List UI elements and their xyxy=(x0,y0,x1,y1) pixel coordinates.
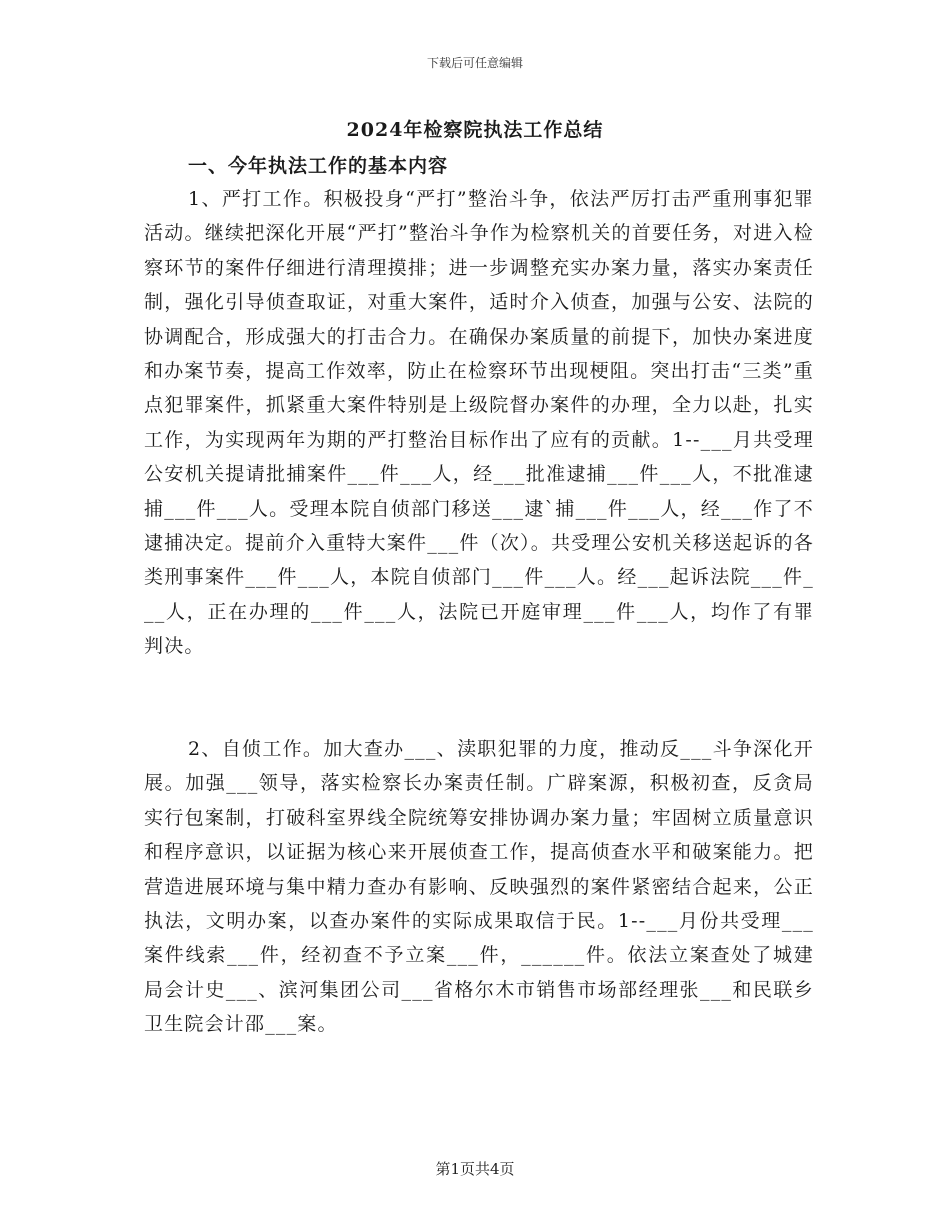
document-title: 2024年检察院执法工作总结 xyxy=(346,119,604,141)
header-note: 下载后可任意编辑 xyxy=(426,56,523,70)
paragraph-self-investigation: 2、自侦工作。加大查办___、渎职犯罪的力度，推动反___斗争深化开展。加强___领导，落实检察长办案责任制。广辟案源，积极初查，反贪局实行包案制，打破科室界线全院统筹安排协调办案力量；牢固树立质量意识和程序意识，以证据为核心来开展侦查工作，提高侦查水平和破案能力。把营造进展环境与集中精力查办有影响、反映强烈的案件紧密结合起来，公正执法，文明办案，以查办案件的实际成果取信于民。1--___月份共受理___案件线索___件，经初查不予立案___件，______件。依法立案查处了城建局会计史___、滨河集团公司___省格尔木市销售市场部经理张___和民联乡卫生院会计邵___案。 xyxy=(144,738,814,1036)
section-heading: 一、今年执法工作的基本内容 xyxy=(188,155,449,177)
paragraph-strike-hard: 1、严打工作。积极投身“严打”整治斗争，依法严厉打击严重刑事犯罪活动。继续把深化开展“严打”整治斗争作为检察机关的首要任务，对进入检察环节的案件仔细进行清理摸排；进一步调整充实办案力量，落实办案责任制，强化引导侦查取证，对重大案件，适时介入侦查，加强与公安、法院的协调配合，形成强大的打击合力。在确保办案质量的前提下，加快办案进度和办案节奏，提高工作效率，防止在检察环节出现梗阻。突出打击“三类”重点犯罪案件，抓紧重大案件特别是上级院督办案件的办理，全力以赴，扎实工作，为实现两年为期的严打整治目标作出了应有的贡献。1--___月共受理公安机关提请批捕案件___件___人，经___批准逮捕___件___人，不批准逮捕___件___人。受理本院自侦部门移送___逮`捕___件___人，经___作了不逮捕决定。提前介入重特大案件___件（次）。共受理公安机关移送起诉的各类刑事案件___件___人，本院自侦部门___件___人。经___起诉法院___件___人，正在办理的___件___人，法院已开庭审理___件___人，均作了有罪判决。 xyxy=(144,188,814,658)
page-number: 第1页共4页 xyxy=(435,1160,515,1178)
